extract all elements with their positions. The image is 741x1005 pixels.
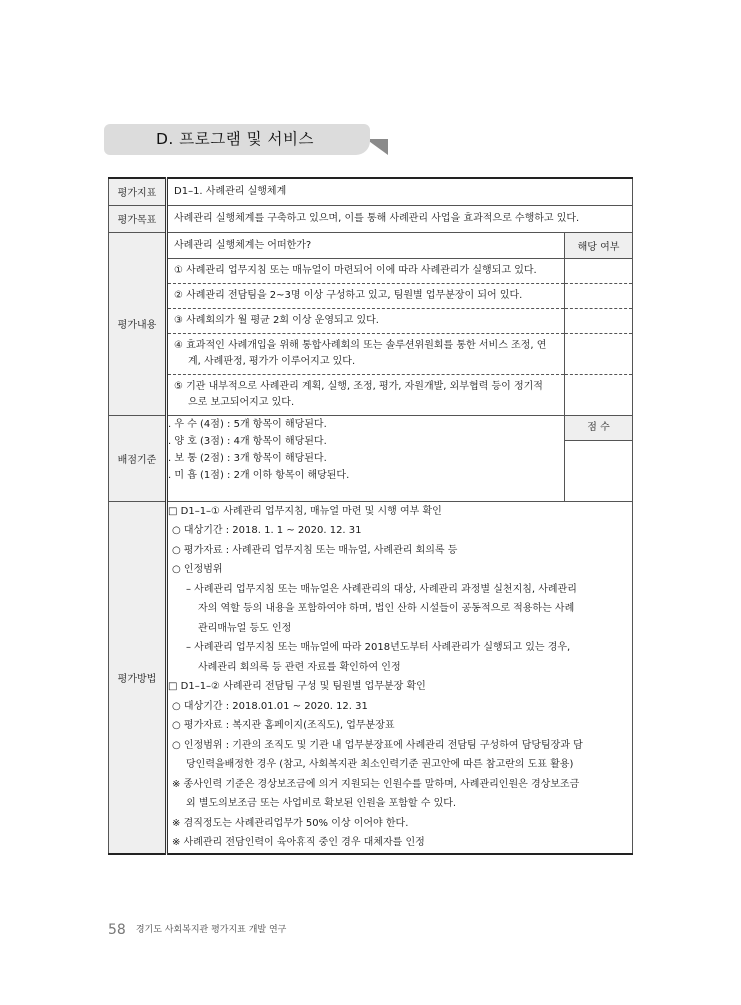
method-1-sub1-line2: 자의 역할 등의 내용을 포함하여야 하며, 법인 산하 시설들이 공동적으로 적용하는 사례 bbox=[198, 603, 575, 614]
goal-label: 평가목표 bbox=[109, 205, 167, 232]
method-1-sub2-line2: 사례관리 회의록 등 관련 자료를 확인하여 인정 bbox=[198, 661, 401, 673]
indicator-label: 평가지표 bbox=[109, 178, 167, 205]
check-cell-3[interactable] bbox=[565, 309, 632, 334]
check-cell-2[interactable] bbox=[565, 284, 632, 309]
page-number: 58 bbox=[108, 922, 126, 938]
criteria-lines bbox=[167, 415, 565, 501]
method-1-sub2-line1: – 사례관리 업무지침 또는 매뉴얼에 따라 2018년도부터 사례관리가 실행되고 있는 경우, bbox=[186, 642, 571, 653]
criteria-line-1: . 우 수 (4점) : 5개 항목이 해당된다. bbox=[168, 418, 327, 430]
method-2-scope-line1: ○ 인정범위 : 기관의 조직도 및 기관 내 업무분장표에 사례관리 전담팀 구성하여 담당팀장과 담 bbox=[172, 739, 583, 751]
content-item-5: ⑤ 기관 내부적으로 사례관리 계획, 실행, 조정, 평가, 자원개발, 외부협력 등이 정기적 으로 보고되어지고 있다. bbox=[174, 380, 543, 408]
method-2-note3: ※ 사례관리 전담인력이 육아휴직 중인 경우 대체자를 인정 bbox=[172, 837, 425, 848]
method-row bbox=[109, 501, 633, 854]
content-item-1: ① 사례관리 업무지침 또는 매뉴얼이 마련되어 이에 따라 사례관리가 실행되고 있다. bbox=[168, 259, 564, 284]
applicable-header: 해당 여부 bbox=[565, 232, 633, 258]
score-header: 점 수 bbox=[565, 416, 632, 441]
method-1-sub1-line1: – 사례관리 업무지침 또는 매뉴얼은 사례관리의 대상, 사례관리 과정별 실천지침, 사례관리 bbox=[186, 583, 577, 595]
content-label: 평가내용 bbox=[109, 232, 167, 415]
indicator-value: D1–1. 사례관리 실행체계 bbox=[167, 178, 633, 205]
method-1-period: ○ 대상기간 : 2018. 1. 1 ~ 2020. 12. 31 bbox=[172, 525, 362, 536]
method-2-note1-line1: ※ 종사인력 기준은 경상보조금에 의거 지원되는 인원수를 말하며, 사례관리인원은 경상보조금 bbox=[172, 778, 580, 790]
content-item-3: ③ 사례회의가 월 평균 2회 이상 운영되고 있다. bbox=[168, 309, 564, 334]
method-label: 평가방법 bbox=[109, 501, 167, 854]
content-question: 사례관리 실행체계는 어떠한가? bbox=[167, 232, 565, 258]
criteria-line-3: . 보 통 (2점) : 3개 항목이 해당된다. bbox=[168, 452, 327, 464]
content-question-row bbox=[109, 232, 633, 258]
check-cell-4[interactable] bbox=[565, 334, 632, 375]
criteria-line-4: . 미 흡 (1점) : 2개 이하 항목이 해당된다. bbox=[168, 469, 350, 481]
score-input[interactable] bbox=[565, 441, 632, 501]
score-cell bbox=[565, 415, 633, 501]
criteria-row bbox=[109, 415, 633, 501]
content-item-4: ④ 효과적인 사례개입을 위해 통합사례회의 또는 솔루션위원회를 통한 서비스 조정, 연 계, 사례판정, 평가가 이루어지고 있다. bbox=[168, 334, 564, 375]
method-2-scope-line2: 당인력을배정한 경우 (참고, 사회복지관 최소인력기준 권고안에 따른 참고란의 도표 활용) bbox=[186, 759, 574, 770]
goal-row bbox=[109, 205, 633, 232]
method-2-note2: ※ 겸직정도는 사례관리업무가 50% 이상 이어야 한다. bbox=[172, 817, 409, 829]
method-2-heading: □ D1–1–② 사례관리 전담팀 구성 및 팀원별 업무분장 확인 bbox=[168, 681, 426, 692]
content-items bbox=[167, 258, 565, 415]
applicable-checks bbox=[565, 258, 633, 415]
method-2-period: ○ 대상기간 : 2018.01.01 ~ 2020. 12. 31 bbox=[172, 700, 368, 712]
method-1-scope: ○ 인정범위 bbox=[172, 564, 223, 575]
footer-title: 경기도 사회복지관 평가지표 개발 연구 bbox=[135, 925, 287, 935]
criteria-label: 배점기준 bbox=[109, 415, 167, 501]
method-1-materials: ○ 평가자료 : 사례관리 업무지침 또는 매뉴얼, 사례관리 회의록 등 bbox=[172, 544, 458, 556]
check-cell-1[interactable] bbox=[565, 259, 632, 284]
page-footer bbox=[108, 922, 286, 938]
evaluation-table bbox=[108, 177, 633, 855]
criteria-line-2: . 양 호 (3점) : 4개 항목이 해당된다. bbox=[168, 435, 327, 447]
indicator-row bbox=[109, 178, 633, 205]
method-1-sub1-line3: 관리매뉴얼 등도 인정 bbox=[198, 622, 292, 634]
method-1-heading: □ D1–1–① 사례관리 업무지침, 매뉴얼 마련 및 시행 여부 확인 bbox=[168, 505, 442, 517]
goal-value: 사례관리 실행체계를 구축하고 있으며, 이를 통해 사례관리 사업을 효과적으로 수행하고 있다. bbox=[167, 205, 633, 232]
method-2-materials: ○ 평가자료 : 복지관 홈페이지(조직도), 업무분장표 bbox=[172, 720, 395, 731]
section-title: D. 프로그램 및 서비스 bbox=[104, 124, 370, 155]
content-item-2: ② 사례관리 전담팀을 2~3명 이상 구성하고 있고, 팀원별 업무분장이 되어 있다. bbox=[168, 284, 564, 309]
check-cell-5[interactable] bbox=[565, 375, 632, 415]
content-items-row bbox=[109, 258, 633, 415]
section-header bbox=[104, 124, 386, 160]
method-2-note1-line2: 외 별도의보조금 또는 사업비로 확보된 인원을 포함할 수 있다. bbox=[186, 798, 457, 809]
method-content bbox=[167, 501, 633, 854]
